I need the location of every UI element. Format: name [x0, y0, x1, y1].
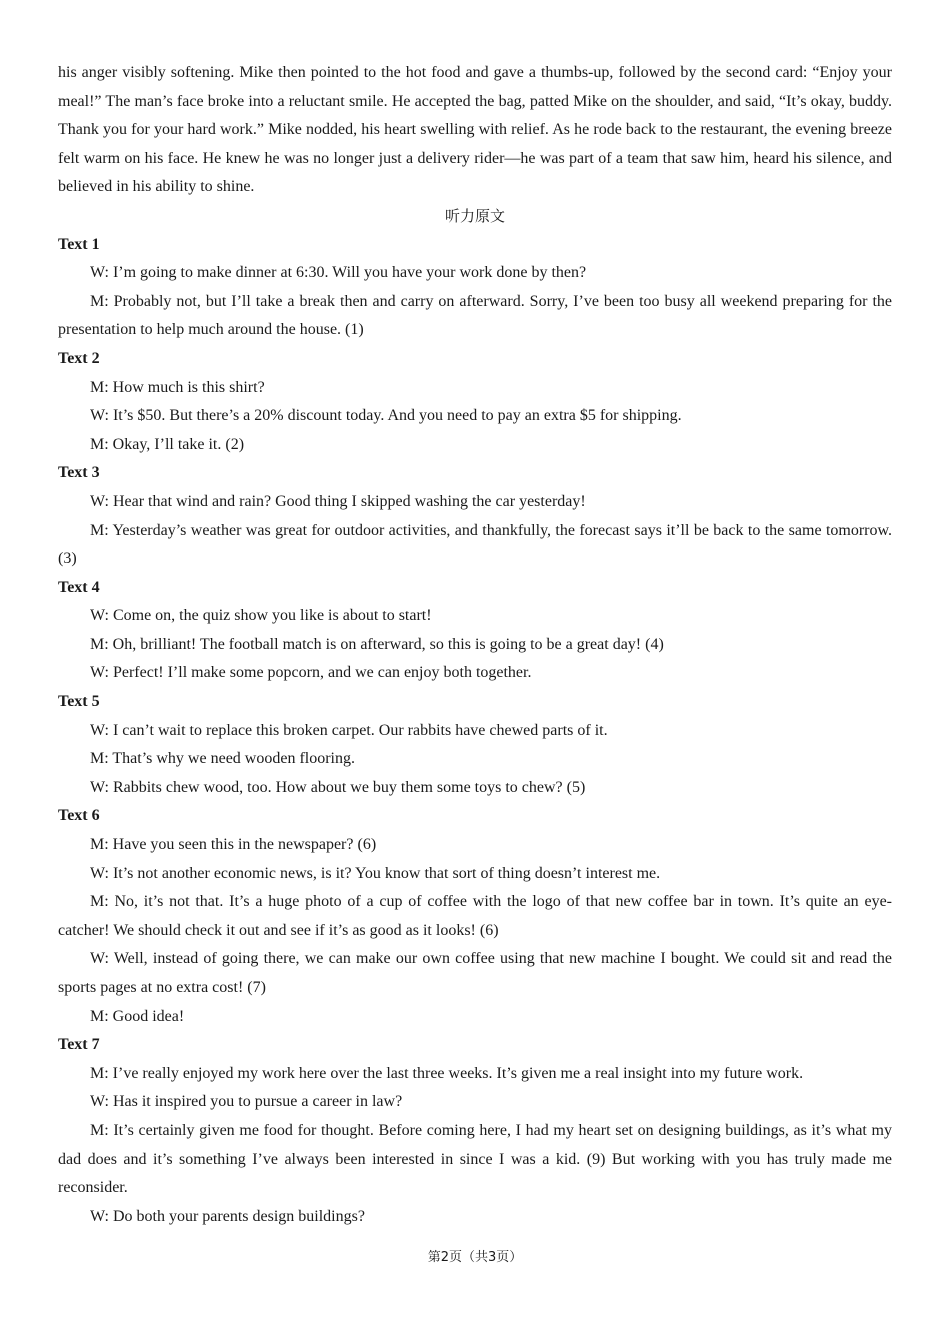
dialogue-line: W: Rabbits chew wood, too. How about we buy them some toys to chew? (5) — [90, 778, 586, 796]
text-heading: Text 1 — [58, 235, 100, 253]
listening-transcript — [58, 231, 892, 1232]
dialogue-line: W: I can’t wait to replace this broken carpet. Our rabbits have chewed parts of it. — [90, 721, 608, 739]
dialogue-line: M: I’ve really enjoyed my work here over the last three weeks. It’s given me a real insight into my future work. — [90, 1064, 804, 1082]
dialogue-line: W: Well, instead of going there, we can make our own coffee using that new machine I bought. We could sit and read the sports pages at no extra cost! (7) — [58, 950, 892, 996]
dialogue-line: M: Have you seen this in the newspaper? (6) — [90, 836, 377, 854]
dialogue-line: M: It’s certainly given me food for thought. Before coming here, I had my heart set on designing buildings, as it’s what my dad does and it’s something I’ve always been interested in since I was a kid. (9) But working with you has truly made me reconsider. — [58, 1121, 892, 1197]
text-heading: Text 4 — [58, 578, 100, 596]
text-heading: Text 2 — [58, 349, 100, 367]
dialogue-line: W: Has it inspired you to pursue a career in law? — [90, 1093, 403, 1111]
dialogue-line: W: Do both your parents design buildings? — [90, 1207, 365, 1225]
text-heading: Text 6 — [58, 807, 100, 825]
dialogue-line: M: Yesterday’s weather was great for outdoor activities, and thankfully, the forecast says it’ll be back to the same tomorrow. (3) — [58, 521, 892, 568]
dialogue-line: M: Okay, I’ll take it. (2) — [90, 435, 245, 453]
dialogue-line: W: Come on, the quiz show you like is about to start! — [90, 607, 432, 625]
story-paragraph: his anger visibly softening. Mike then pointed to the hot food and gave a thumbs-up, followed by the second card: “Enjoy your meal!” The man’s face broke into a reluctant smile. He accepted the bag, patted Mike on the shoulder, and said, “It’s okay, buddy. Thank you for your hard work.” Mike nodded, his heart swelling with relief. As he rode back to the restaurant, the evening breeze felt warm on his face. He knew he was no longer just a delivery rider—he was part of a team that saw him, heard his silence, and believed in his ability to shine. — [58, 64, 892, 196]
text-heading: Text 5 — [58, 693, 100, 711]
dialogue-line: M: How much is this shirt? — [90, 378, 265, 396]
dialogue-line: M: Good idea! — [90, 1007, 185, 1025]
dialogue-line: M: That’s why we need wooden flooring. — [90, 750, 355, 768]
section-title: 听力原文 — [444, 206, 505, 225]
dialogue-line: M: Probably not, but I’ll take a break then and carry on afterward. Sorry, I’ve been too busy all weekend preparing for the presentation to help much around the house. (1) — [58, 292, 892, 339]
text-heading: Text 7 — [58, 1036, 100, 1054]
dialogue-line: W: Perfect! I’ll make some popcorn, and we can enjoy both together. — [90, 664, 532, 682]
page-footer: 第2页（共3页） — [427, 1250, 523, 1265]
dialogue-line: W: It’s not another economic news, is it? You know that sort of thing doesn’t interest me. — [90, 864, 661, 882]
dialogue-line: W: It’s $50. But there’s a 20% discount today. And you need to pay an extra $5 for shipping. — [90, 407, 682, 425]
dialogue-line: M: Oh, brilliant! The football match is on afterward, so this is going to be a great day! (4) — [90, 635, 664, 653]
text-heading: Text 3 — [58, 464, 100, 482]
dialogue-line: W: Hear that wind and rain? Good thing I skipped washing the car yesterday! — [90, 492, 586, 510]
dialogue-line: W: I’m going to make dinner at 6:30. Will you have your work done by then? — [90, 264, 587, 282]
dialogue-line: M: No, it’s not that. It’s a huge photo of a cup of coffee with the logo of that new coffee bar in town. It’s quite an eye-catcher! We should check it out and see if it’s as good as it looks! (6) — [58, 893, 892, 939]
